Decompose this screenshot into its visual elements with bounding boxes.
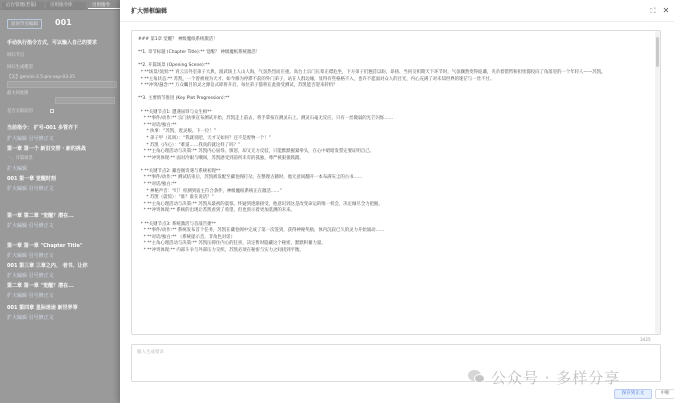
modal-title: 扩大弹框编辑 — [131, 8, 168, 15]
background-line: 001 第三章 三章之内、 者书、让你 — [7, 263, 88, 269]
background-line[interactable]: 扩大编辑 引号修正文 — [7, 293, 54, 299]
modal-header — [120, 0, 674, 22]
wechat-icon — [468, 369, 486, 385]
background-line: 一、开篇场景 — [7, 156, 33, 161]
save-to-body-button[interactable]: 保存到正文 — [614, 389, 652, 399]
background-line: 第一章 第一个 新旧交替 · 新的挑战 — [7, 146, 86, 152]
interrupt-button[interactable]: 中断 — [655, 389, 674, 399]
tab-instruction-library[interactable]: 引用指令库 — [46, 2, 86, 9]
background-line[interactable]: 扩大编辑 引号修正文 — [7, 136, 54, 142]
background-line: 第一章 第二章 "觉醒？潜在... — [7, 213, 74, 219]
background-line: 手动执行指令方式，可以输入自己的要求 — [7, 40, 98, 46]
tab-instruction[interactable]: 引用指令 — [88, 2, 124, 9]
background-line[interactable]: 扩大编辑 — [7, 166, 28, 172]
char-count: 3425 — [640, 337, 651, 342]
scroll-thumb[interactable] — [656, 37, 659, 67]
background-line: 001 第四章 星际迷途 新世界等 — [7, 305, 78, 311]
close-icon[interactable]: ✕ — [662, 6, 670, 15]
background-line: 回归生成模型 — [7, 65, 33, 70]
document-textarea[interactable] — [131, 30, 661, 335]
background-line: 第一章 第一章 "Chapter Title" — [7, 243, 83, 249]
fullscreen-icon[interactable]: ⛶ — [650, 7, 656, 15]
background-line: 001 第一章 觉醒时刻 — [7, 176, 56, 182]
background-line[interactable]: 扩大编辑 引号修正文 — [7, 273, 54, 279]
background-line: 【美】gemini-2.5-pro-exp-03-25 — [7, 75, 76, 80]
background-line[interactable]: 扩大编辑 引号修正文 — [7, 223, 54, 229]
back-to-node-button[interactable]: 返回节点编辑 — [7, 19, 42, 29]
tab-admin[interactable]: 后台管理(若依) — [2, 2, 44, 9]
background-line[interactable]: 扩大编辑 引号修正文 — [7, 315, 54, 321]
document-content: ### 第1章 觉醒？ 神级魔纸系统激活！ **1. 章节标题 (Chapter Title):** 觉醒？ 神级魔纸系统激活！ **2. 开篇场景 (Opening Scene):** * **场景/氛围:** 青云宗外室弟子大典，演武场上人山人海，气氛热烈而庄重。高台上宗门长辈正襟危坐，下方弟子们翘首以盼，昂扬、当何交织期天下环节时，气氛骤然变得诡谲，夹杂着错愕和担忧都投向了角落里的一个年轻人——苏凯。 * **主角状态:** 苏凯，一个曾被视为天才、如今修为停滞不前的外门弟子，站在人群边缘，显得有些格格不入，也许不愿面对众人的目光，内心充满了对未知世界的迷茫与一丝不甘。 * **冲突/悬念:** 万众瞩目的灵之源仪式即将开启，每位弟子都将在此接受测试，苏凯能否迎来转机？ **3. 主要情节推进 (Key Plot Progression):** * **关键节点1: 遭遇屈辱与众生相** * **事件/动作:** 宗门执事宣布测试开始，苏凯走上前去，将手掌按在测灵石上。测灵石毫无反应，只有一丝微弱的光芒闪烁…… * **对话/独白:** * 执事：“苏凯，废灵根。下一位！” * 弟子甲（讥讽）：“我就说吧，天才又如何？还不是废物一个！” * 苏凯（内心）：“难道……我真的就这样了吗？” * **主角心理活动与决策:** 苏凯内心屈辱、愤怒，却又无力反驳，只能默默握紧拳头，在心中暗暗发誓定要证明自己。 * **冲突体现:** 面对冷眼与嘲讽，苏凯感受到前所未有的孤独，尊严被狠狠践踏。 * **关键节点2: 藏卷阁奇遇与系统初现** * **事件/动作:** 测试结束后，苏凯被发配至藏卷阁打杂。在整理古籍时，他无意间翻开一本布满灰尘的古书…… * **对话/独白:** * 神秘声音：“叮！检测到宿主符合条件，神级魔纸系统正在激活……” * 苏凯（震惊）：“谁？谁在说话？” * **主角心理活动与决策:** 苏凯从最初的震惊、怀疑到逐渐接受，他意识到这是改变命运的唯一机会，决定倾尽全力把握。 * **冲突体现:** 系统的出现让苏凯看到了希望，但也预示着更加莫测的未来。 * **关键节点3: 系统激活与首战告捷** * **事件/动作:** 系统发布首个任务，苏凯在藏卷阁中完成了第一次签到，获得神秘奖励，体内沉寂已久的灵力开始涌动…… * **对话/独白:** （系统提示音，非角色对话） * **主角心理活动与决策:** 苏凯压抑住内心的狂喜，决定暂时隐藏这个秘密，默默积蓄力量。 * **冲突体现:** 内部斗争与外部压力交织，苏凯必须在秘密与实力之间找到平衡。 — [138, 37, 606, 253]
background-line: 第二章 第一章 "觉醒？潜在... — [7, 283, 74, 289]
node-id-title: 001 — [55, 18, 72, 27]
background-line[interactable]: 扩大编辑 引号修正文 — [7, 253, 54, 259]
watermark-text: 公众号 · 多样分享 — [491, 368, 621, 387]
related-checkbox[interactable] — [50, 109, 54, 113]
watermark — [468, 364, 620, 390]
document-scrollbar[interactable] — [655, 31, 660, 335]
model-select-field[interactable] — [7, 81, 117, 88]
background-line: 当前指令： 扩号-001 多管齐下 — [7, 125, 78, 131]
background-line[interactable]: 扩大编辑 引号修正文 — [7, 186, 54, 192]
expand-edit-modal — [120, 0, 674, 403]
background-line: 回归节点 — [7, 53, 25, 58]
background-line: 是否关联前因 — [7, 109, 33, 114]
background-line: 最大回复限 — [7, 91, 29, 96]
max-reply-field[interactable] — [55, 97, 115, 104]
